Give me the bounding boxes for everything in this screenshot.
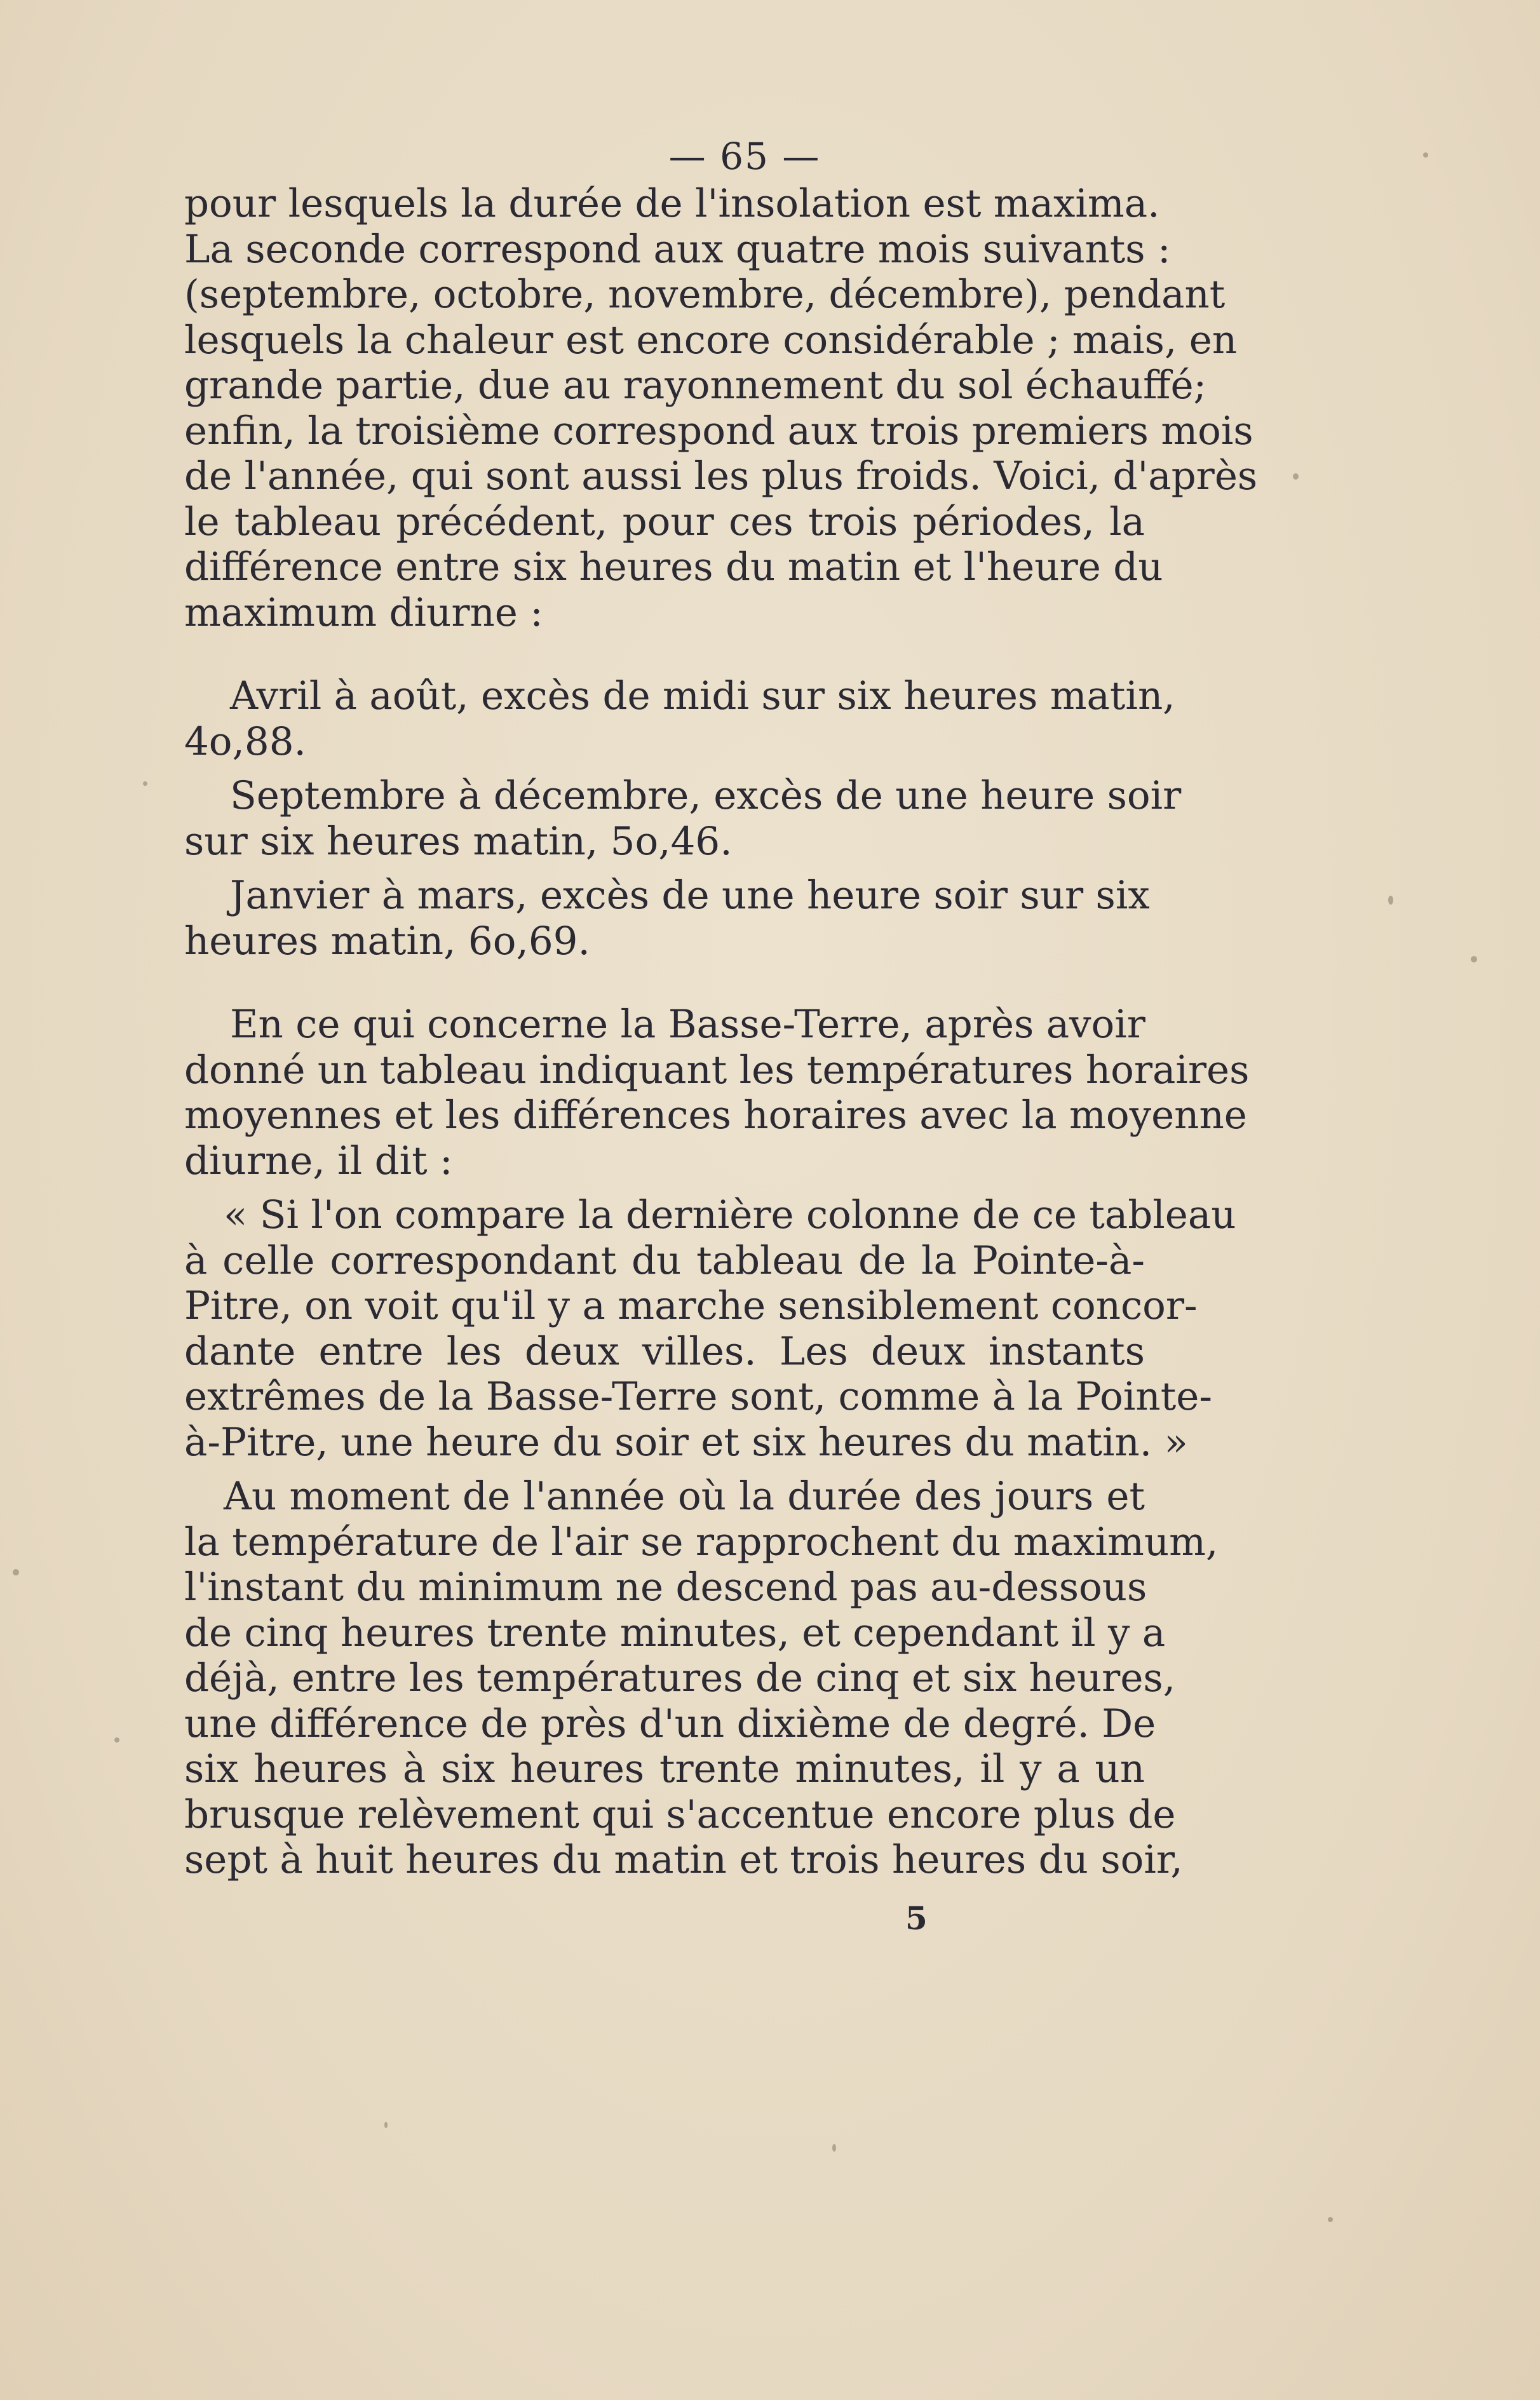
- text-line: une différence de près d'un dixième de degré. De: [184, 1701, 1156, 1746]
- text-line: diurne, il dit :: [184, 1138, 453, 1183]
- text-line: dante entre les deux villes. Les deux instants: [184, 1328, 1145, 1374]
- text-line: lesquels la chaleur est encore considérable ; mais, en: [184, 317, 1238, 363]
- text-line: déjà, entre les températures de cinq et six heures,: [184, 1655, 1176, 1701]
- text-line: brusque relèvement qui s'accentue encore plus de: [184, 1791, 1176, 1837]
- signature-mark: 5: [905, 1899, 928, 1937]
- paper-speck: [1328, 2217, 1333, 2222]
- text-line: pour lesquels la durée de l'insolation est maxima.: [184, 181, 1160, 226]
- text-line: de cinq heures trente minutes, et cependant il y a: [184, 1610, 1166, 1655]
- text-line: différence entre six heures du matin et l'heure du: [184, 544, 1163, 590]
- text-line: la température de l'air se rapprochent du maximum,: [184, 1519, 1219, 1565]
- text-line: En ce qui concerne la Basse-Terre, après avoir: [230, 1002, 1145, 1047]
- text-line: le tableau précédent, pour ces trois périodes, la: [184, 499, 1145, 544]
- paragraph-gap: [184, 764, 1145, 773]
- paragraph-4: [184, 873, 1150, 919]
- text-line: extrêmes de la Basse-Terre sont, comme à la Pointe-: [184, 1374, 1212, 1419]
- paper-speck: [1423, 152, 1428, 158]
- paper-speck: [114, 1737, 119, 1743]
- text-line: l'instant du minimum ne descend pas au-dessous: [184, 1565, 1147, 1610]
- paper-speck: [1293, 473, 1299, 480]
- paragraph-3-cont: [184, 819, 1145, 865]
- paper-speck: [1471, 956, 1477, 962]
- text-line: moyennes et les différences horaires avec la moyenne: [184, 1093, 1247, 1138]
- page-number: — 65 —: [668, 135, 821, 178]
- text-line: Septembre à décembre, excès de une heure soir: [230, 773, 1182, 818]
- paragraph-gap: [184, 1183, 1145, 1192]
- paper-speck: [832, 2144, 836, 2152]
- text-line: à-Pitre, une heure du soir et six heures du matin. »: [184, 1419, 1188, 1465]
- text-line: de l'année, qui sont aussi les plus froids. Voici, d'après: [184, 454, 1258, 499]
- text-line: Au moment de l'année où la durée des jours et: [224, 1474, 1145, 1519]
- paragraph-4-cont: [184, 919, 1145, 964]
- text-line: grande partie, due au rayonnement du sol échauffé;: [184, 363, 1207, 408]
- text-line: 4o,88.: [184, 718, 306, 764]
- paragraph-gap: [184, 964, 1145, 1002]
- paper-speck: [143, 781, 147, 786]
- paragraph-7: [184, 1474, 1219, 1883]
- text-line: donné un tableau indiquant les températures horaires: [184, 1047, 1250, 1093]
- text-line: Pitre, on voit qu'il y a marche sensiblement concor-: [184, 1283, 1198, 1328]
- paper-speck: [13, 1569, 19, 1575]
- text-line: à celle correspondant du tableau de la Pointe-à-: [184, 1237, 1145, 1283]
- paragraph-gap: [184, 1465, 1145, 1474]
- text-line: sur six heures matin, 5o,46.: [184, 818, 733, 864]
- paragraph-gap: [184, 864, 1145, 873]
- text-line: sept à huit heures du matin et trois heures du soir,: [184, 1837, 1183, 1882]
- text-line: enfin, la troisième correspond aux trois premiers mois: [184, 408, 1253, 454]
- paragraph-gap: [184, 635, 1145, 673]
- paragraph-6-quote: [184, 1192, 1236, 1465]
- text-line: Janvier à mars, excès de une heure soir sur six: [230, 873, 1150, 918]
- text-line: « Si l'on compare la dernière colonne de ce tableau: [224, 1192, 1236, 1237]
- paper-speck: [384, 2122, 388, 2128]
- paragraph-5: [184, 1002, 1250, 1183]
- text-line: maximum diurne :: [184, 590, 543, 635]
- paragraph-2: [184, 673, 1175, 719]
- text-line: six heures à six heures trente minutes, il y a un: [184, 1746, 1145, 1791]
- text-line: (septembre, octobre, novembre, décembre), pendant: [184, 272, 1226, 317]
- paragraph-3: [184, 773, 1182, 819]
- text-line: heures matin, 6o,69.: [184, 918, 590, 964]
- text-line: La seconde correspond aux quatre mois suivants :: [184, 226, 1171, 272]
- paragraph-2-cont: [184, 719, 1145, 765]
- paper-speck: [1388, 896, 1393, 905]
- body-text: [184, 181, 1258, 1883]
- text-line: Avril à août, excès de midi sur six heures matin,: [230, 673, 1175, 718]
- paragraph-1: [184, 181, 1258, 635]
